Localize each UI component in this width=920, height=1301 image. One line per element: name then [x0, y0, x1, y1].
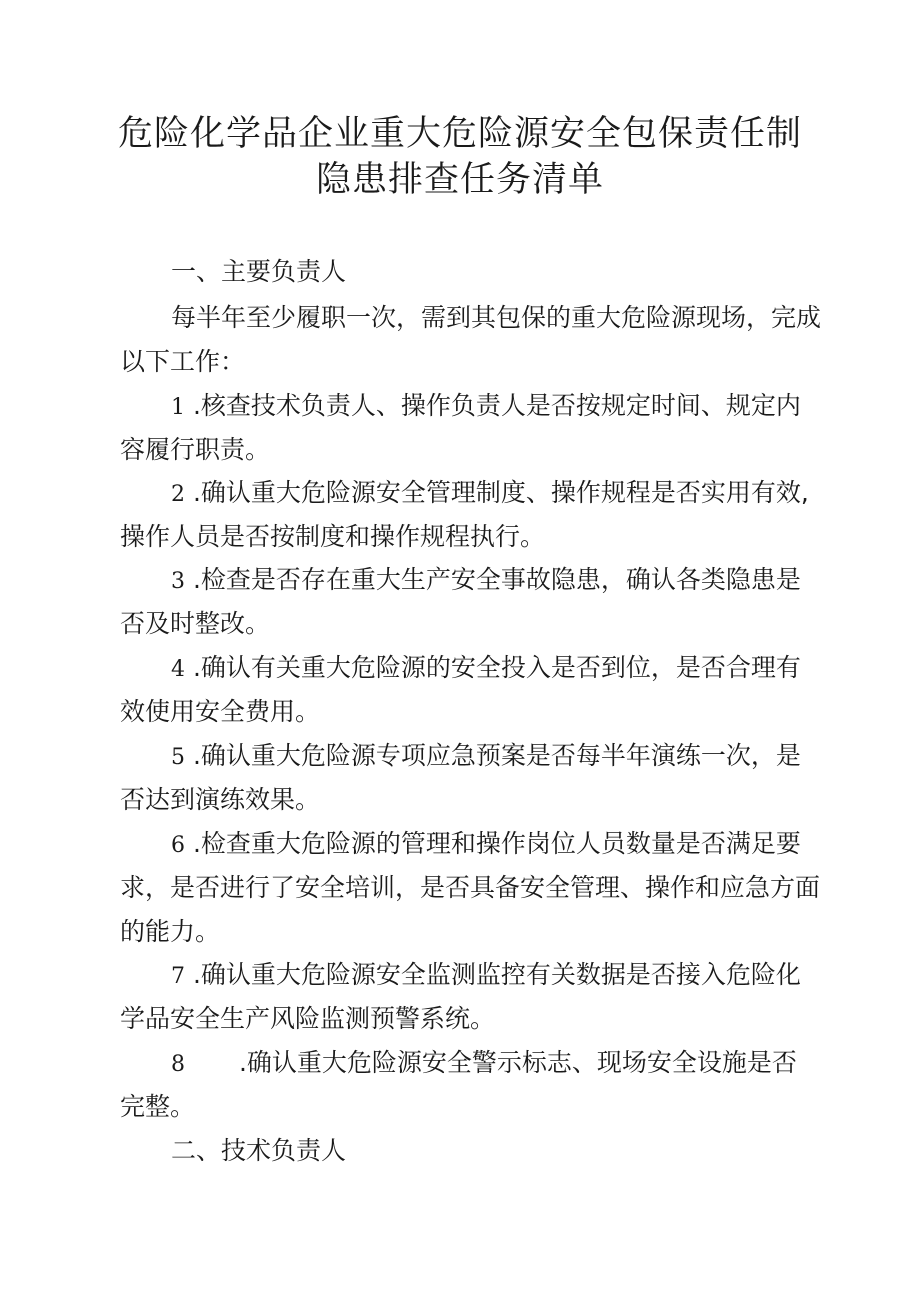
item-text: .检查是否存在重大生产安全事故隐患，确认各类隐患是: [192, 565, 801, 594]
item-text: 求，是否进行了安全培训，是否具备安全管理、操作和应急方面: [120, 873, 821, 902]
list-item: [120, 471, 810, 559]
item-number: 7: [171, 964, 185, 989]
item-text: 容履行职责。: [120, 435, 271, 464]
item-number: 6: [171, 833, 185, 858]
section2-heading: 二、技术负责人: [171, 1136, 347, 1165]
item-number: 8: [171, 1052, 185, 1077]
item-text: .确认重大危险源专项应急预案是否每半年演练一次，是: [192, 741, 801, 770]
item-text: 否及时整改。: [120, 609, 271, 638]
item-text: 学品安全生产风险监测预警系统。: [120, 1004, 496, 1033]
section1-heading: 一、主要负责人: [171, 257, 347, 286]
item-number: 2: [171, 482, 185, 507]
list-item: [120, 384, 810, 472]
item-text: .确认重大危险源安全监测监控有关数据是否接入危险化: [192, 960, 801, 989]
list-item: [120, 646, 810, 734]
item-text: .核查技术负责人、操作负责人是否按规定时间、规定内: [192, 391, 801, 420]
list-item: [120, 558, 810, 646]
item-number: 5: [171, 745, 185, 770]
list-item: [120, 822, 821, 954]
list-item: [120, 953, 810, 1041]
item-number: 3: [171, 569, 185, 594]
item-text: 否达到演练效果。: [120, 785, 321, 814]
section1-intro: [120, 296, 822, 384]
item-number: 1: [171, 395, 185, 420]
item-number: 4: [171, 657, 185, 682]
item-text: 效使用安全费用。: [120, 697, 321, 726]
document-title-line1: 危险化学品企业重大危险源安全包保责任制: [117, 114, 802, 154]
intro-line: 以下工作：: [120, 347, 246, 376]
item-text: .检查重大危险源的管理和操作岗位人员数量是否满足要: [192, 829, 801, 858]
item-text: .确认有关重大危险源的安全投入是否到位，是否合理有: [192, 653, 801, 682]
item-text: .确认重大危险源安全警示标志、现场安全设施是否: [238, 1048, 797, 1077]
document-title-line2: 隐患排查任务清单: [315, 160, 604, 200]
intro-line: 每半年至少履职一次，需到其包保的重大危险源现场，完成: [171, 303, 822, 332]
item-text: 完整。: [120, 1092, 196, 1121]
list-item: [120, 1041, 810, 1129]
list-item: [120, 734, 810, 822]
item-text: 操作人员是否按制度和操作规程执行。: [120, 522, 546, 551]
item-text: .确认重大危险源安全管理制度、操作规程是否实用有效,: [192, 478, 809, 507]
item-text: 的能力。: [120, 917, 221, 946]
